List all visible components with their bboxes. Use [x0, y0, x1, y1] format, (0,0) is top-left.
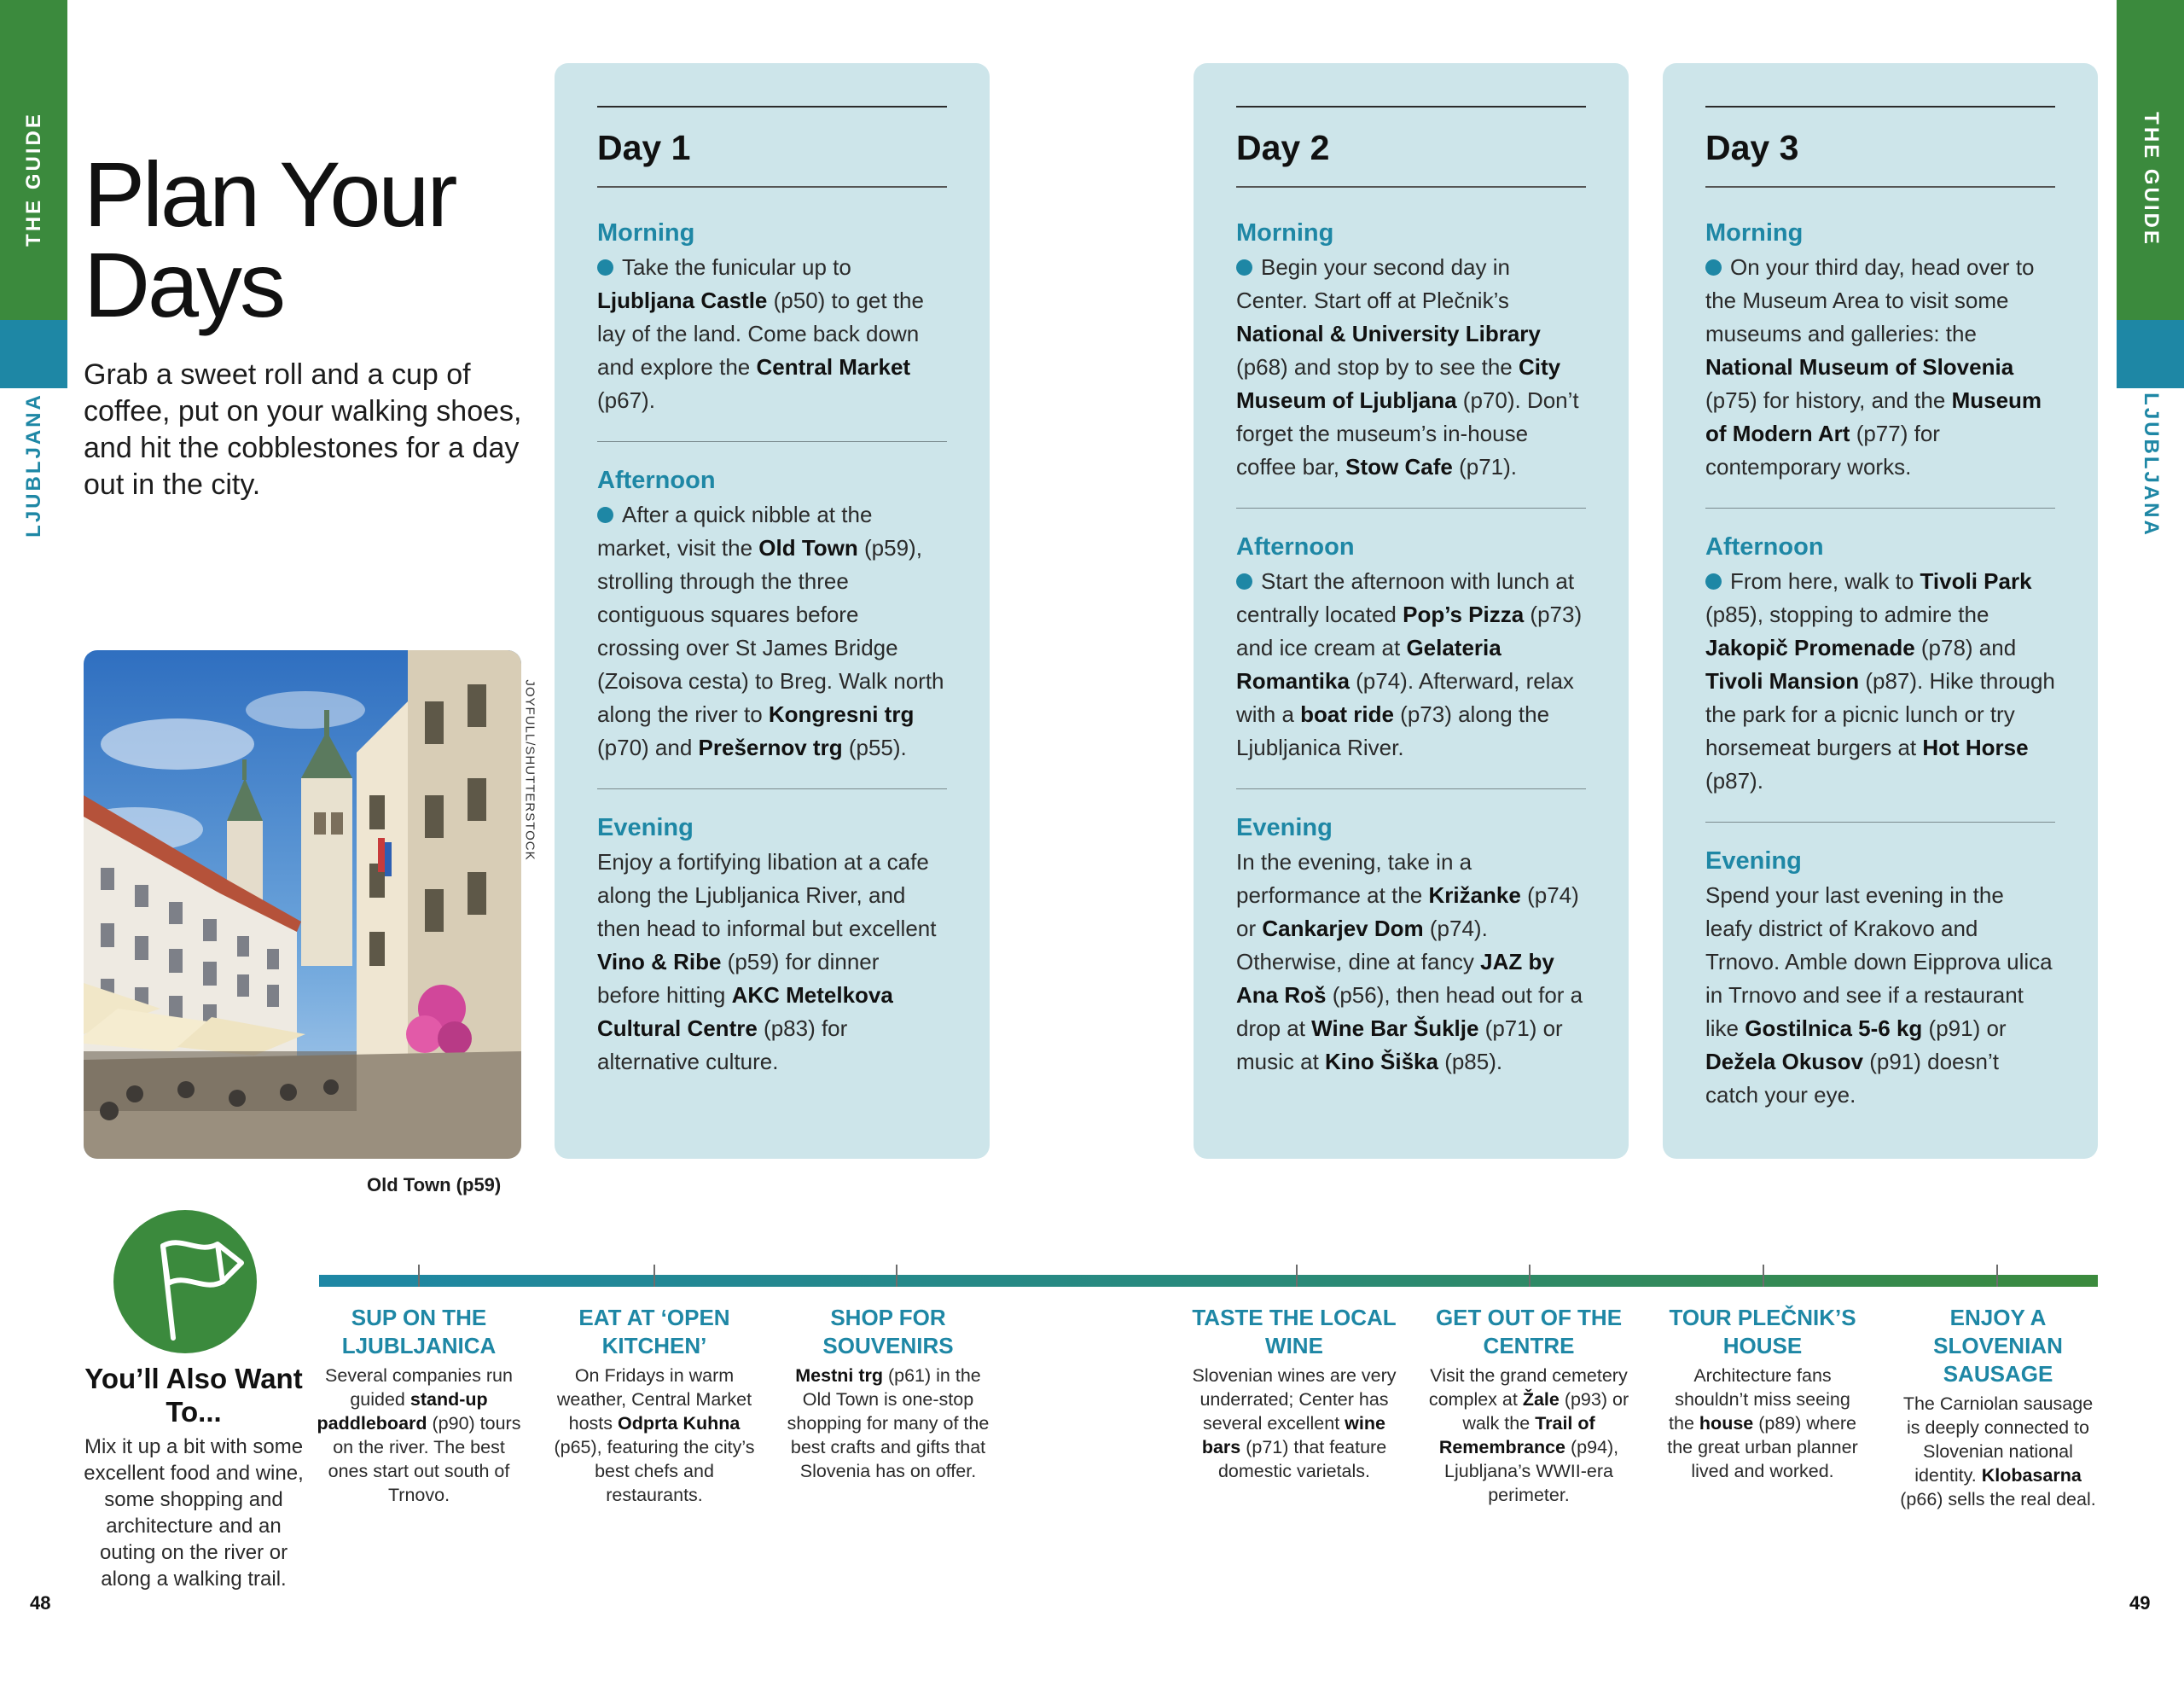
also-item [1896, 1304, 2100, 1511]
bold-text: Mestni trg [795, 1365, 883, 1386]
timeline-tick [1296, 1265, 1298, 1287]
text-run: (p59) for dinner before hitting [597, 949, 880, 1008]
bullet-icon [597, 259, 613, 276]
day-title: Day 2 [1236, 108, 1586, 188]
day-section-afternoon [1236, 508, 1586, 788]
bold-text: AKC Metelkova Cultural Centre [597, 982, 893, 1041]
day-section-evening [597, 788, 947, 1102]
bold-text: Žale [1522, 1389, 1560, 1410]
day-sections [1236, 188, 1586, 1102]
text-run: (p73) along the Ljubljanica River. [1236, 701, 1550, 760]
bold-text: Tivoli Park [1920, 568, 2032, 594]
section-title: Afternoon [1236, 533, 1355, 561]
text-run: (p59), strolling through the three contiguous squares before crossing over St James Bridge (Zoisova cesta) to Breg. Walk north along the river to [597, 535, 944, 727]
photo-credit: JOYFULL/SHUTTERSTOCK [522, 678, 537, 861]
bold-text: boat ride [1300, 701, 1394, 727]
item-body [552, 1364, 757, 1507]
text-run: (p90) tours on the river. The best ones start out south of Trnovo. [328, 1413, 521, 1505]
bold-text: house [1699, 1413, 1754, 1434]
bold-text: National Museum of Slovenia [1705, 354, 2014, 380]
bold-text: Old Town [758, 535, 858, 561]
bold-text: Pop’s Pizza [1403, 602, 1525, 627]
old-town-photo [84, 650, 521, 1159]
text-run: On your third day, head over to the Museum Area to visit some museums and galleries: the [1705, 254, 2035, 346]
also-intro: Mix it up a bit with some excellent food and wine, some shopping and architecture and an outing on the river or along a walking trail. [84, 1435, 304, 1591]
text-run: (p77) for contemporary works. [1705, 421, 1940, 480]
text-run: In the evening, take in a performance at the [1236, 849, 1472, 908]
item-title: TASTE THE LOCAL WINE [1192, 1305, 1397, 1358]
text-run: (p70). Don’t forget the museum’s in-house coffee bar, [1236, 387, 1579, 480]
item-body [1192, 1364, 1397, 1483]
bold-text: stand-up paddleboard [317, 1389, 488, 1434]
text-run: The Carniolan sausage is deeply connected to Slovenian national identity. [1902, 1393, 2094, 1486]
item-title: EAT AT ‘OPEN KITCHEN’ [578, 1305, 730, 1358]
text-run: (p91) doesn’t catch your eye. [1705, 1049, 1999, 1108]
bold-text: Gostilnica 5-6 kg [1745, 1015, 1923, 1041]
text-run: (p85), stopping to admire the [1705, 602, 1989, 627]
day-section-evening [1236, 788, 1586, 1102]
text-run: (p71). [1452, 454, 1518, 480]
text-run: (p74) or [1236, 882, 1579, 941]
title-line-2: Days [84, 233, 284, 336]
timeline-tick [1763, 1265, 1764, 1287]
bold-text: Wine Bar Šuklje [1311, 1015, 1479, 1041]
text-run: (p65), featuring the city’s best chefs and restaurants. [554, 1437, 755, 1505]
item-title: SHOP FOR SOUVENIRS [822, 1305, 954, 1358]
section-title: Evening [1705, 847, 1802, 875]
item-title: ENJOY A SLOVENIAN SAUSAGE [1933, 1305, 2063, 1387]
intro-text: Grab a sweet roll and a cup of coffee, put on your walking shoes, and hit the cobblestones for a day out in the city. [84, 358, 522, 501]
text-run: (p74). Afterward, relax with a [1236, 668, 1574, 727]
also-item [786, 1304, 990, 1483]
text-run: (p55). [842, 735, 907, 760]
text-run: (p85). [1438, 1049, 1503, 1074]
section-body [1705, 251, 2055, 484]
bold-text: JAZ by Ana Roš [1236, 949, 1554, 1008]
section-body [597, 251, 947, 417]
timeline-tick [896, 1265, 897, 1287]
also-item [552, 1304, 757, 1507]
item-title: TOUR PLEČNIK’S HOUSE [1669, 1305, 1856, 1358]
photo-caption: Old Town (p59) [367, 1174, 502, 1195]
text-run: Visit the grand cemetery complex at [1428, 1365, 1628, 1410]
text-run: (p78) and [1914, 635, 2017, 660]
title-line-1: Plan Your [84, 143, 456, 246]
item-title: SUP ON THE LJUBLJANICA [341, 1305, 497, 1358]
text-run: (p68) and stop by to see the [1236, 354, 1519, 380]
day-section-morning [597, 188, 947, 441]
also-item [317, 1304, 521, 1507]
text-run: (p66) sells the real deal. [1900, 1489, 2096, 1509]
section-body [1236, 846, 1586, 1079]
city-tab-label: LJUBLJANA [21, 393, 45, 538]
bold-text: Hot Horse [1922, 735, 2029, 760]
bullet-icon [597, 507, 613, 523]
text-run: (p87). Hike through the park for a picnic lunch or try horsemeat burgers at [1705, 668, 2055, 760]
section-title: Morning [597, 219, 695, 247]
text-run: (p74). Otherwise, dine at fancy [1236, 916, 1488, 974]
city-tab-block [0, 320, 67, 388]
section-title: Afternoon [1705, 533, 1824, 561]
bold-text: Stow Cafe [1345, 454, 1453, 480]
text-run: Spend your last evening in the leafy district of Krakovo and Trnovo. Amble down Eipprova ulica in Trnovo and see if a restaurant like [1705, 882, 2053, 1041]
section-body [1236, 565, 1586, 765]
text-run: (p71) that feature domestic varietals. [1217, 1437, 1387, 1481]
item-body [1426, 1364, 1631, 1507]
item-body [1896, 1392, 2100, 1511]
section-title: Evening [1236, 814, 1333, 841]
bullet-icon [1236, 573, 1252, 590]
item-body [786, 1364, 990, 1483]
bold-text: Kino Šiška [1325, 1049, 1438, 1074]
text-run: Begin your second day in Center. Start off at Plečnik’s [1236, 254, 1510, 313]
section-body [1705, 565, 2055, 798]
day-section-evening [1705, 822, 2055, 1136]
bold-text: Gelateria Romantika [1236, 635, 1502, 694]
day-sections [597, 188, 947, 1102]
day-card-3 [1663, 63, 2098, 1159]
section-title: Evening [597, 814, 694, 841]
bold-text: Tivoli Mansion [1705, 668, 1860, 694]
bold-text: Museum of Modern Art [1705, 387, 2042, 446]
section-body [597, 498, 947, 765]
also-item [1660, 1304, 1865, 1483]
page-number-right: 49 [2129, 1592, 2151, 1614]
text-run: (p87). [1705, 768, 1763, 794]
text-run: Start the afternoon with lunch at centrally located [1236, 568, 1575, 627]
text-run: (p61) in the Old Town is one-stop shopping for many of the best crafts and gifts that Slovenia has on offer. [787, 1365, 990, 1481]
bullet-icon [1705, 573, 1722, 590]
page-number-left: 48 [30, 1592, 51, 1614]
city-tab-label: LJUBLJANA [2139, 393, 2163, 538]
day-section-afternoon [1705, 508, 2055, 822]
item-title: GET OUT OF THE CENTRE [1435, 1305, 1623, 1358]
bold-text: Odprta Kuhna [618, 1413, 741, 1434]
day-title: Day 1 [597, 108, 947, 188]
section-title: Afternoon [597, 467, 716, 494]
text-run: Several companies run guided [325, 1365, 513, 1410]
section-title: Morning [1236, 219, 1334, 247]
text-run: (p70) and [597, 735, 699, 760]
text-run: (p83) for alternative culture. [597, 1015, 848, 1074]
timeline-tick [1529, 1265, 1531, 1287]
bold-text: Vino & Ribe [597, 949, 722, 974]
also-item [1426, 1304, 1631, 1507]
bold-text: Central Market [756, 354, 911, 380]
bullet-icon [1236, 259, 1252, 276]
timeline-tick [1996, 1265, 1998, 1287]
day-section-afternoon [597, 441, 947, 788]
text-run: (p75) for history, and the [1705, 387, 1952, 413]
text-run: Slovenian wines are very underrated; Center has several excellent [1192, 1365, 1397, 1434]
section-body [1705, 879, 2055, 1112]
item-body [1660, 1364, 1865, 1483]
bold-text: National & University Library [1236, 321, 1541, 346]
bold-text: Trail of Remembrance [1438, 1413, 1595, 1457]
item-body [317, 1364, 521, 1507]
text-run: (p56), then head out for a drop at [1236, 982, 1583, 1041]
text-run: (p94), Ljubljana’s WWII-era perimeter. [1444, 1437, 1619, 1505]
day-sections [1705, 188, 2055, 1136]
text-run: Architecture fans shouldn’t miss seeing the [1669, 1365, 1850, 1434]
guide-tab-label: THE GUIDE [2139, 112, 2163, 247]
text-run: (p50) to get the lay of the land. Come back down and explore the [597, 288, 924, 380]
day-card-2 [1194, 63, 1629, 1159]
text-run: From here, walk to [1730, 568, 1920, 594]
also-item [1192, 1304, 1397, 1483]
bold-text: Dežela Okusov [1705, 1049, 1863, 1074]
text-run: After a quick nibble at the market, visit the [597, 502, 873, 561]
text-run: (p93) or walk the [1462, 1389, 1629, 1434]
timeline-tick [418, 1265, 420, 1287]
page-title [84, 143, 527, 336]
bold-text: City Museum of Ljubljana [1236, 354, 1561, 413]
flag-icon [113, 1210, 257, 1353]
text-run: (p71) or music at [1236, 1015, 1563, 1074]
also-title: You’ll Also Want To... [84, 1363, 303, 1428]
section-title: Morning [1705, 219, 1804, 247]
day-title: Day 3 [1705, 108, 2055, 188]
timeline-tick [653, 1265, 655, 1287]
bold-text: Jakopič Promenade [1705, 635, 1915, 660]
bold-text: Križanke [1428, 882, 1521, 908]
bold-text: Cankarjev Dom [1262, 916, 1424, 941]
text-run: On Fridays in warm weather, Central Market hosts [556, 1365, 752, 1434]
text-run: (p89) where the great urban planner lived and worked. [1667, 1413, 1858, 1481]
bold-text: Prešernov trg [698, 735, 843, 760]
day-section-morning [1705, 188, 2055, 508]
bold-text: Klobasarna [1981, 1465, 2082, 1486]
section-body [1236, 251, 1586, 484]
text-run: (p67). [597, 387, 655, 413]
timeline-bar [319, 1275, 2098, 1287]
text-run: Take the funicular up to [622, 254, 851, 280]
guide-tab-label: THE GUIDE [21, 112, 45, 247]
day-section-morning [1236, 188, 1586, 508]
bullet-icon [1705, 259, 1722, 276]
bold-text: Kongresni trg [768, 701, 915, 727]
section-body [597, 846, 947, 1079]
text-run: (p73) and ice cream at [1236, 602, 1583, 660]
bold-text: wine bars [1201, 1413, 1385, 1457]
text-run: Enjoy a fortifying libation at a cafe along the Ljubljanica River, and then head to informal but excellent [597, 849, 937, 941]
day-card-1 [555, 63, 990, 1159]
text-run: (p91) or [1922, 1015, 2007, 1041]
bold-text: Ljubljana Castle [597, 288, 768, 313]
city-tab-block [2117, 320, 2184, 388]
